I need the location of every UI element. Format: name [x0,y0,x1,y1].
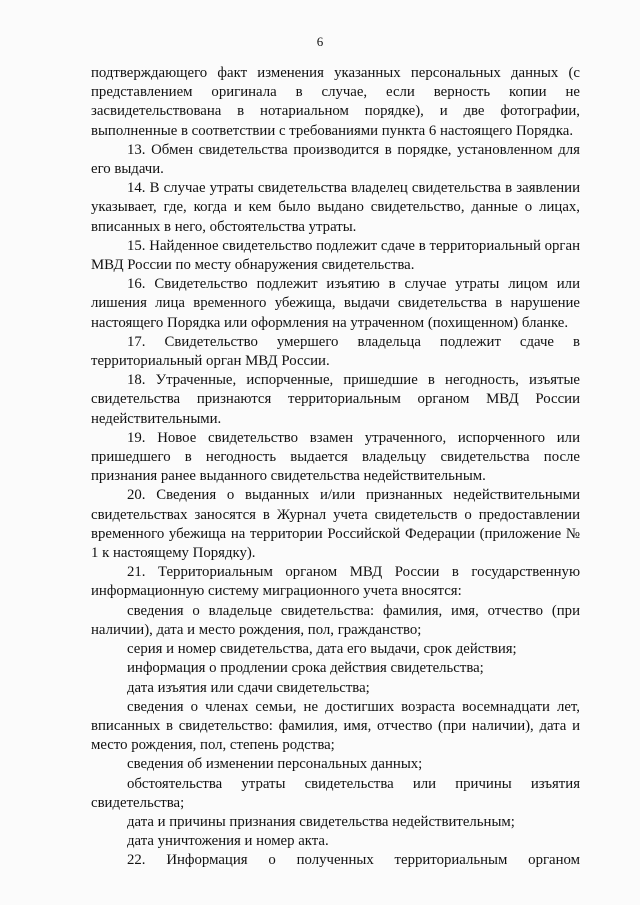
paragraph-16: 16. Свидетельство подлежит изъятию в случае утраты лицом или лишения лица временного убежища, выдачи свидетельства в нарушение настоящего Порядка или оформления на утраченном (похищенном) бланке. [91,276,580,331]
paragraph-18: 18. Утраченные, испорченные, пришедшие в негодность, изъятые свидетельства признаются территориальным органом МВД России недействительными. [91,372,580,427]
document-body [91,64,580,871]
list-item-loss-circumstances: обстоятельства утраты свидетельства или причины изъятия свидетельства; [91,775,580,811]
paragraph-continuation: подтверждающего факт изменения указанных персональных данных (с представлением оригинала в случае, если верность копии не засвидетельствована в нотариальном порядке), и две фотографии, выполненные в соответствии с требованиями пункта 6 настоящего Порядка. [91,65,580,139]
paragraph-19: 19. Новое свидетельство взамен утраченного, испорченного или пришедшего в негодность выдается владельцу свидетельства после признания ранее выданного свидетельства недействительным. [91,429,580,485]
list-item-owner-info: сведения о владельце свидетельства: фамилия, имя, отчество (при наличии), дата и место рождения, пол, гражданство; [91,602,580,638]
list-item-invalidation-date: дата и причины признания свидетельства недействительным; [127,813,515,830]
list-item-destruction-date: дата уничтожения и номер акта. [127,833,329,850]
list-item-series-number: серия и номер свидетельства, дата его выдачи, срок действия; [127,641,517,658]
paragraph-17: 17. Свидетельство умершего владельца подлежит сдаче в территориальный орган МВД России. [91,333,580,370]
list-item-extension-info: информация о продлении срока действия свидетельства; [127,660,484,677]
paragraph-13: 13. Обмен свидетельства производится в порядке, установленном для его выдачи. [91,141,580,178]
paragraph-14: 14. В случае утраты свидетельства владелец свидетельства в заявлении указывает, где, когда и кем было выдано свидетельство, данные о лицах, вписанных в него, обстоятельства утраты. [91,180,580,235]
paragraph-22: 22. Информация о полученных территориальным органом [127,852,580,869]
paragraph-15: 15. Найденное свидетельство подлежит сдаче в территориальный орган МВД России по месту обнаружения свидетельства. [91,237,580,274]
list-item-family-members: сведения о членах семьи, не достигших возраста восемнадцати лет, вписанных в свидетельство: фамилия, имя, отчество (при наличии), дата и место рождения, пол, степень родства; [91,698,580,754]
list-item-personal-data-change: сведения об изменении персональных данных; [127,756,423,773]
paragraph-20: 20. Сведения о выданных и/или признанных недействительными свидетельствах заносятся в Журнал учета свидетельств о предоставлении временного убежища на территории Российской Федерации (приложение № 1 к настоящему Порядку). [91,487,580,562]
list-item-seizure-date: дата изъятия или сдачи свидетельства; [127,679,370,696]
paragraph-21: 21. Территориальным органом МВД России в государственную информационную систему миграционного учета вносятся: [91,564,580,600]
page-number: 6 [316,34,324,49]
